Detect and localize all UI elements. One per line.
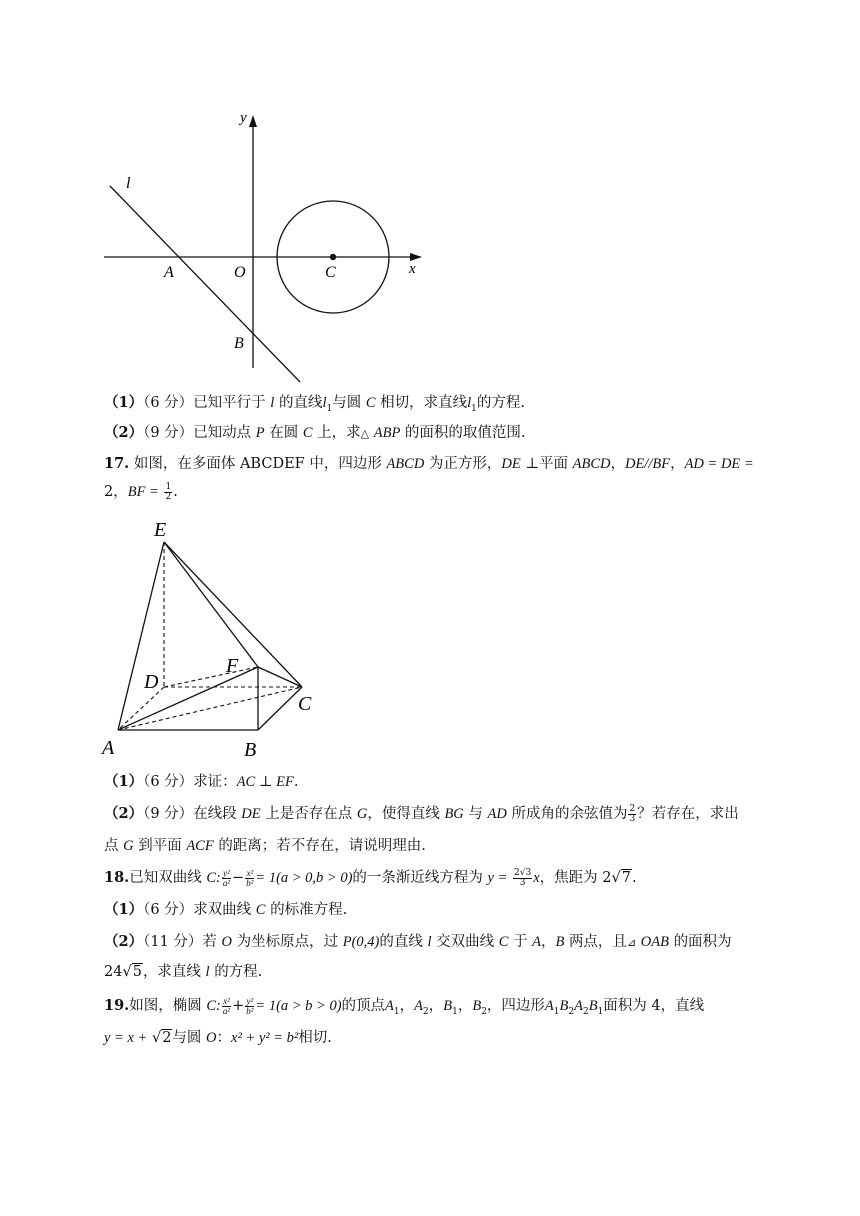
part-number: （1） [104, 773, 144, 790]
label-x: x [409, 261, 416, 277]
text: 上，求 [317, 425, 361, 441]
math: B [472, 998, 482, 1014]
text: ？若存在，求出 [637, 806, 739, 822]
math: y = [487, 870, 508, 886]
math: l [427, 934, 432, 950]
math: l [205, 964, 210, 980]
figure-coordinate-plane [98, 100, 438, 390]
math: DE [241, 806, 261, 822]
subscript: 1 [471, 403, 477, 414]
sqrt-icon: √ [611, 870, 621, 886]
math: A [414, 998, 423, 1014]
edge-DA [118, 687, 164, 730]
math: l [270, 395, 275, 411]
math: O [206, 1030, 217, 1046]
math: P [255, 425, 265, 441]
denominator: a² [222, 1005, 231, 1016]
label-B: B [244, 739, 257, 761]
edge-BC [258, 687, 302, 730]
subscript: 1 [326, 403, 333, 414]
text: ， [670, 456, 685, 472]
q17-stem-line1 [104, 454, 754, 474]
label-E: E [154, 519, 167, 541]
q17-part2-line2 [104, 836, 426, 856]
text: 的方程. [476, 395, 525, 411]
numerator: x² [223, 995, 230, 1006]
math: G [356, 806, 368, 822]
subscript: 1 [452, 1006, 458, 1017]
text: ，求直线 [142, 964, 201, 980]
text: 的直线 [379, 934, 423, 950]
denominator: 2 [165, 491, 172, 502]
subscript: 1 [553, 1006, 560, 1017]
sqrt-icon: √ [151, 1030, 162, 1046]
math: A [385, 998, 394, 1014]
q18-stem [104, 868, 637, 888]
numerator: y² [246, 995, 254, 1006]
numerator: y² [223, 867, 230, 878]
fraction-one-half [164, 483, 172, 502]
text: ，四边形 [486, 998, 545, 1014]
triangle-symbol: △ [360, 427, 370, 440]
q19-stem-line1 [104, 996, 704, 1022]
edge-FC [258, 667, 302, 687]
q18-part2-line2 [104, 962, 262, 982]
label-C: C [325, 264, 336, 281]
math: y = x + [104, 1030, 148, 1046]
text: 与圆 [332, 395, 362, 411]
text: ， [457, 998, 473, 1014]
text: . [293, 774, 299, 790]
circle-center-dot [330, 254, 336, 260]
subscript: 2 [582, 1006, 589, 1017]
text: 的方程. [214, 964, 263, 980]
label-B: B [234, 335, 244, 352]
math: = 1(a > b > 0) [255, 998, 342, 1014]
q18-part2-line1 [104, 932, 732, 953]
math: BG [444, 806, 464, 822]
text: 点 [104, 838, 119, 854]
text: 的面积为 [673, 934, 732, 950]
text: 已知动点 [193, 425, 252, 441]
math: C: [206, 998, 221, 1014]
subscript: 2 [423, 1006, 429, 1017]
math: B [443, 998, 453, 1014]
denominator: 3 [519, 877, 526, 888]
sqrt-icon: √ [122, 964, 132, 980]
points: （9 分） [143, 425, 194, 441]
fraction-asymptote [513, 869, 532, 888]
fraction-x2-b2 [245, 869, 254, 888]
q16-part2 [104, 423, 526, 444]
math: x² + y² = b² [231, 1030, 299, 1046]
question-number: 19. [104, 997, 130, 1014]
subscript: 1 [597, 1006, 604, 1017]
part-number: （2） [104, 424, 144, 441]
text: . [631, 870, 637, 886]
math: DE [501, 456, 521, 472]
text: 相切. [298, 1030, 332, 1046]
text: 相切，求直线 [380, 395, 468, 411]
area-coef: 24 [104, 964, 123, 980]
text: 的标准方程. [270, 902, 348, 918]
text: 若 [202, 934, 217, 950]
subscript: 2 [481, 1006, 487, 1017]
text: ， [610, 456, 625, 472]
numerator: 2√3 [514, 867, 532, 878]
math: x [533, 870, 540, 886]
points: （6 分） [143, 395, 194, 411]
label-A: A [164, 264, 174, 281]
math: P(0,4) [342, 934, 380, 950]
edge-EF [164, 542, 258, 667]
x-axis-arrow-icon [410, 253, 422, 261]
label-D: D [144, 671, 159, 693]
q17-stem-line2 [104, 482, 178, 502]
fraction-x2-a2 [222, 997, 231, 1016]
math: C [365, 395, 376, 411]
fraction-y2-b2 [245, 997, 254, 1016]
figure-polyhedron [98, 512, 338, 762]
text: 的顶点 [341, 998, 386, 1014]
math: B [588, 998, 598, 1014]
numerator: 1 [165, 481, 172, 492]
text: 已知平行于 [193, 395, 266, 411]
text: 与 [468, 806, 483, 822]
fraction-y2-a2 [222, 869, 231, 888]
denominator: b² [246, 1005, 254, 1016]
math: l [322, 395, 327, 411]
math: A [532, 934, 541, 950]
math: ABCD [386, 456, 425, 472]
text: 求证： [193, 774, 237, 790]
triangle-symbol: ⊿ [626, 936, 637, 949]
y-axis-arrow-icon [249, 115, 257, 127]
math: = 1(a > 0,b > 0) [255, 870, 353, 886]
part-number: （1） [104, 901, 144, 918]
q18-part1 [104, 900, 347, 920]
math: AC ⊥ EF [236, 774, 294, 790]
text: . [173, 484, 178, 500]
text: ，使得直线 [367, 806, 440, 822]
radicand: 7 [621, 870, 631, 886]
denominator: b² [246, 877, 254, 888]
text: 求双曲线 [193, 902, 252, 918]
text: ： [216, 1030, 232, 1046]
math: G [123, 838, 134, 854]
numerator: 2 [629, 803, 636, 814]
radicand: 5 [132, 964, 142, 980]
math: BF = [127, 484, 159, 500]
label-O: O [234, 264, 246, 281]
line-l [110, 186, 300, 382]
q16-part1 [104, 393, 525, 419]
part-number: （1） [104, 394, 144, 411]
math: DE//BF [624, 456, 671, 472]
text: ⊥平面 [525, 456, 568, 472]
math: A [574, 998, 583, 1014]
edge-DF [164, 667, 258, 687]
text: 的一条渐近线方程为 [352, 870, 483, 886]
label-A: A [102, 737, 115, 759]
text: 的面积的取值范围. [404, 425, 526, 441]
text: ， [540, 934, 556, 950]
part-number: （2） [104, 933, 144, 950]
subscript: 1 [393, 1006, 400, 1017]
math: B [555, 934, 565, 950]
math: C [255, 902, 266, 918]
edge-EA [118, 542, 164, 730]
points: （6 分） [143, 774, 194, 790]
math: A [544, 998, 554, 1014]
q17-part1 [104, 772, 298, 792]
subscript: 2 [568, 1006, 575, 1017]
text: 为正方形， [428, 456, 502, 472]
text: ， [428, 998, 444, 1014]
label-y: y [240, 110, 247, 126]
text: 所成角的余弦值为 [511, 806, 628, 822]
denominator: 3 [629, 813, 636, 824]
text: 面积为 4，直线 [603, 998, 705, 1014]
text: 交双曲线 [436, 934, 495, 950]
text: 为坐标原点，过 [236, 934, 339, 950]
question-number: 18. [104, 869, 130, 886]
part-number: （2） [104, 805, 144, 822]
q17-part2-line1 [104, 804, 739, 824]
math: AD [487, 806, 507, 822]
label-F: F [226, 655, 239, 677]
math: AD = DE = [684, 456, 754, 472]
points: （11 分） [143, 934, 203, 950]
radicand: 2 [162, 1030, 172, 1046]
fraction-two-thirds [628, 805, 636, 824]
denominator: a² [222, 877, 231, 888]
math: O [221, 934, 232, 950]
math: ACF [186, 838, 214, 854]
math: l [467, 395, 472, 411]
label-C: C [298, 693, 312, 715]
text: ， [399, 998, 415, 1014]
math: OAB [640, 934, 669, 950]
math: C: [206, 870, 221, 886]
text: 2， [104, 484, 128, 500]
text: 上是否存在点 [265, 806, 353, 822]
operator: − [232, 870, 245, 886]
text: 的直线 [278, 395, 323, 411]
q19-stem-line2 [104, 1028, 332, 1048]
points: （6 分） [143, 902, 194, 918]
math: ABP [373, 425, 401, 441]
math: C [498, 934, 509, 950]
edge-AC [118, 687, 302, 730]
text: 如图，椭圆 [129, 998, 202, 1014]
question-number: 17. [104, 455, 130, 472]
math: B [559, 998, 569, 1014]
label-l: l [126, 175, 131, 192]
numerator: x² [246, 867, 254, 878]
operator: + [232, 998, 245, 1014]
math: C [302, 425, 313, 441]
text: 在线段 [193, 806, 237, 822]
text: 于 [513, 934, 528, 950]
text: 与圆 [172, 1030, 202, 1046]
text: 的距离；若不存在，请说明理由. [218, 838, 426, 854]
text: 已知双曲线 [129, 870, 202, 886]
points: （9 分） [143, 806, 194, 822]
text: 在圆 [269, 425, 299, 441]
text: 两点，且 [568, 934, 627, 950]
text: ，焦距为 [539, 870, 598, 886]
text: 到平面 [138, 838, 182, 854]
math: ABCD [572, 456, 611, 472]
focal-coef: 2 [602, 870, 612, 886]
text: 如图，在多面体 ABCDEF 中，四边形 [133, 456, 382, 472]
